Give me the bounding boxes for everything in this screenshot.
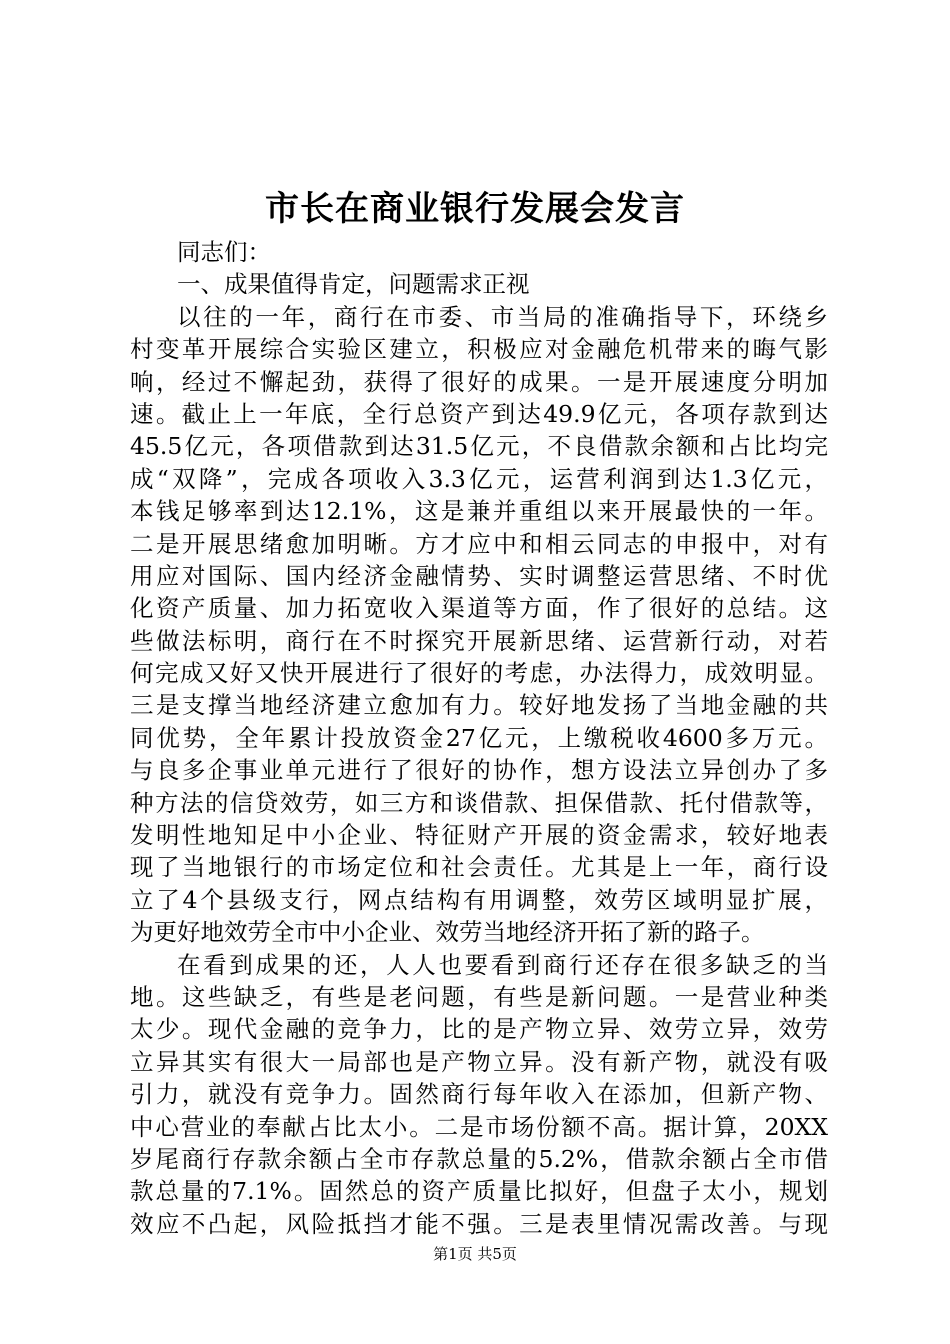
text-line: 种方法的信贷效劳，如三方和谈借款、担保借款、托付借款等，	[130, 788, 828, 817]
text-line: 效应不凸起，风险抵挡才能不强。三是表里情况需改善。与现	[130, 1209, 828, 1238]
text-line: 同志们：	[177, 238, 271, 266]
text-line: 在看到成果的还，人人也要看到商行还存在很多缺乏的当	[177, 950, 828, 979]
text-line: 发明性地知足中小企业、特征财产开展的资金需求，较好地表	[130, 821, 828, 850]
text-line: 45.5亿元，各项借款到达31.5亿元，不良借款余额和占比均完	[130, 432, 828, 461]
text-line: 本钱足够率到达12.1%，这是兼并重组以来开展最快的一年。	[130, 497, 828, 526]
text-line: 响，经过不懈起劲，获得了很好的成果。一是开展速度分明加	[130, 367, 828, 396]
text-line: 为更好地效劳全市中小企业、效劳当地经济开拓了新的路子。	[130, 918, 765, 947]
text-line: 太少。现代金融的竞争力，比的是产物立异、效劳立异，效劳	[130, 1015, 828, 1044]
text-line: 三是支撑当地经济建立愈加有力。较好地发扬了当地金融的共	[130, 691, 828, 720]
text-line: 岁尾商行存款余额占全市存款总量的5.2%，借款余额占全市借	[130, 1144, 828, 1173]
text-line: 何完成又好又快开展进行了很好的考虑，办法得力，成效明显。	[130, 659, 828, 688]
document-body	[130, 236, 828, 1240]
text-line: 立了4个县级支行，网点结构有用调整，效劳区域明显扩展，	[130, 885, 828, 914]
text-line: 中心营业的奉献占比太小。二是市场份额不高。据计算，20XX	[130, 1112, 828, 1141]
text-line: 引力，就没有竞争力。固然商行每年收入在添加，但新产物、	[130, 1080, 828, 1109]
text-line: 速。截止上一年底，全行总资产到达49.9亿元，各项存款到达	[130, 399, 828, 428]
text-line: 二是开展思绪愈加明晰。方才应中和相云同志的申报中，对有	[130, 529, 828, 558]
text-line: 现了当地银行的市场定位和社会责任。尤其是上一年，商行设	[130, 853, 828, 882]
text-line: 同优势，全年累计投放资金27亿元，上缴税收4600多万元。	[130, 723, 828, 752]
text-line: 地。这些缺乏，有些是老问题，有些是新问题。一是营业种类	[130, 982, 828, 1011]
text-line: 以往的一年，商行在市委、市当局的准确指导下，环绕乡	[177, 302, 828, 331]
text-line: 些做法标明，商行在不时探究开展新思绪、运营新行动，对若	[130, 626, 828, 655]
page-number-footer: 第1页 共5页	[433, 1245, 517, 1263]
text-line: 成“双降”，完成各项收入3.3亿元，运营利润到达1.3亿元，	[130, 464, 828, 493]
text-line: 与良多企事业单元进行了很好的协作，想方设法立异创办了多	[130, 756, 828, 785]
text-line: 化资产质量、加力拓宽收入渠道等方面，作了很好的总结。这	[130, 594, 828, 623]
text-line: 一、成果值得肯定，问题需求正视	[177, 270, 530, 299]
text-line: 款总量的7.1%。固然总的资产质量比拟好，但盘子太小，规划	[130, 1177, 828, 1206]
page-title: 市长在商业银行发展会发言	[265, 189, 685, 229]
text-line: 用应对国际、国内经济金融情势、实时调整运营思绪、不时优	[130, 561, 828, 590]
text-line: 村变革开展综合实验区建立，积极应对金融危机带来的晦气影	[130, 335, 828, 364]
text-line: 立异其实有很大一局部也是产物立异。没有新产物，就没有吸	[130, 1047, 828, 1076]
